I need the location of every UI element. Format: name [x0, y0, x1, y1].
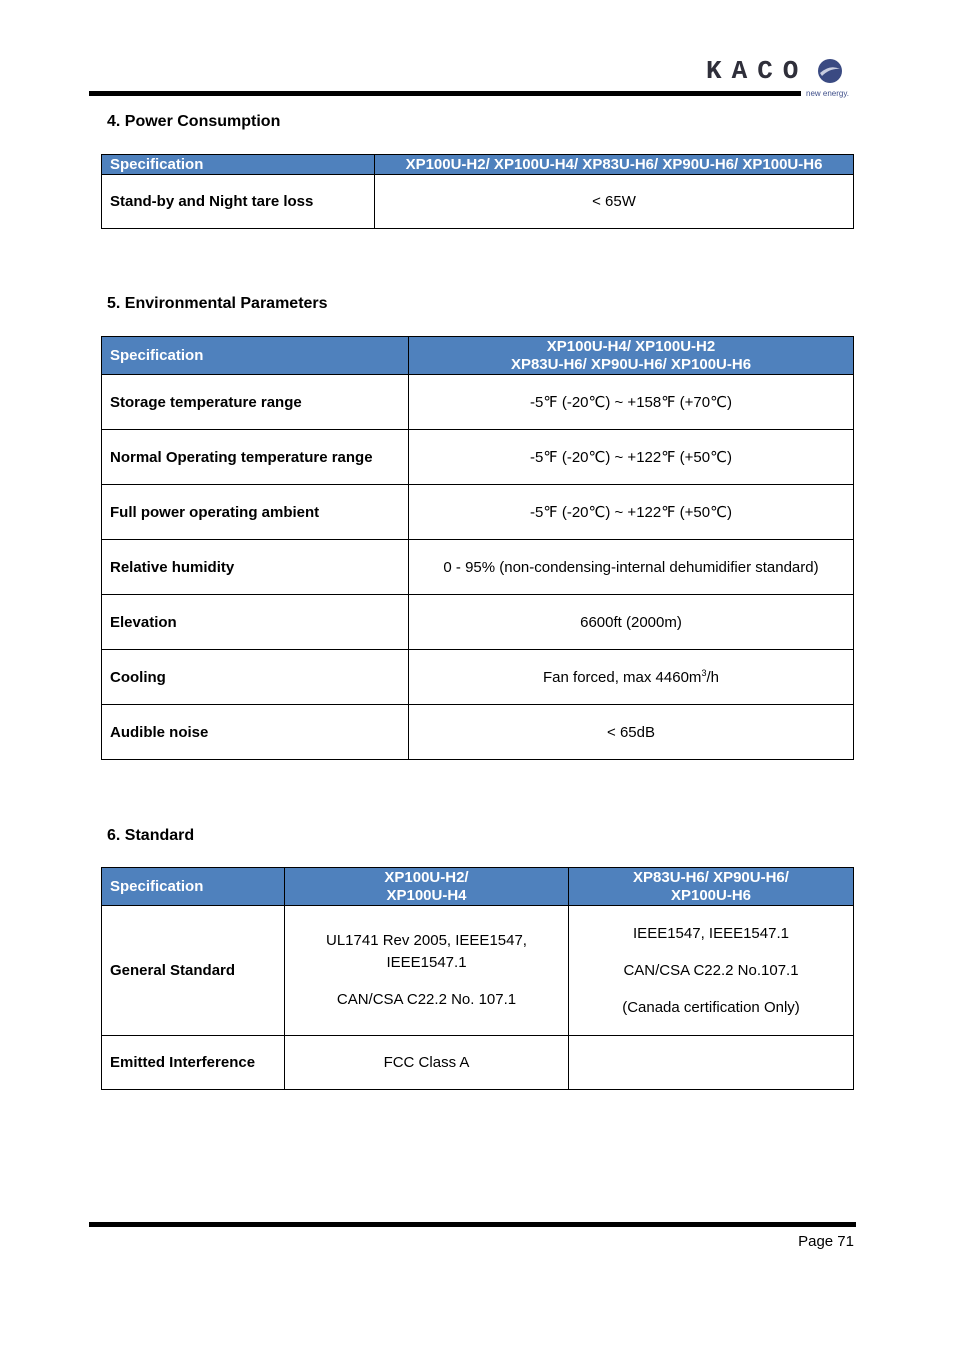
header-cell-models: XP100U-H2/ XP100U-H4/ XP83U-H6/ XP90U-H6/ XP100U-H6 — [375, 155, 854, 175]
table-row — [102, 595, 854, 650]
table-header-row — [102, 868, 854, 906]
section-title-power: 4. Power Consumption — [107, 113, 281, 130]
table-header-row — [102, 155, 854, 175]
logo-wordmark: KACO — [706, 56, 809, 86]
row-label: General Standard — [102, 906, 285, 1036]
standard-table — [101, 867, 854, 1090]
table-row — [102, 540, 854, 595]
general-standard-h2-h4 — [285, 906, 569, 1036]
row-value: -5℉ (-20℃) ~ +122℉ (+50℃) — [409, 430, 854, 485]
table-row — [102, 375, 854, 430]
header-models-line-1: XP100U-H4/ XP100U-H2 — [546, 337, 716, 355]
table-row — [102, 650, 854, 705]
section-title-standard: 6. Standard — [107, 827, 195, 844]
table-header-row — [102, 337, 854, 375]
table-row — [102, 906, 854, 1036]
row-label: Normal Operating temperature range — [102, 430, 409, 485]
row-value: 6600ft (2000m) — [409, 595, 854, 650]
environmental-table — [101, 336, 854, 760]
header-rule — [89, 91, 801, 96]
table-row — [102, 705, 854, 760]
row-label: Cooling — [102, 650, 409, 705]
standard-line: IEEE1547, IEEE1547.1 — [633, 924, 789, 942]
emitted-interference-h2-h4: FCC Class A — [285, 1036, 569, 1090]
header-line-1: XP83U-H6/ XP90U-H6/ — [633, 868, 789, 886]
header-cell-h6 — [569, 868, 854, 906]
table-row — [102, 430, 854, 485]
row-label: Elevation — [102, 595, 409, 650]
row-value: < 65dB — [409, 705, 854, 760]
header-cell-h2-h4 — [285, 868, 569, 906]
header-line-2: XP100U-H4 — [386, 886, 467, 904]
standard-line: CAN/CSA C22.2 No. 107.1 — [336, 991, 517, 1008]
row-value: -5℉ (-20℃) ~ +122℉ (+50℃) — [409, 485, 854, 540]
row-value — [409, 650, 854, 705]
standard-line: IEEE1547.1 — [386, 954, 467, 971]
globe-logo-icon — [817, 58, 843, 84]
row-value: < 65W — [375, 175, 854, 229]
table-row — [102, 1036, 854, 1090]
header-cell-specification: Specification — [102, 155, 375, 175]
row-label: Full power operating ambient — [102, 485, 409, 540]
row-value: -5℉ (-20℃) ~ +158℉ (+70℃) — [409, 375, 854, 430]
standard-line: CAN/CSA C22.2 No.107.1 — [623, 961, 799, 979]
table-row — [102, 175, 854, 229]
standard-line: (Canada certification Only) — [622, 998, 800, 1016]
row-label: Audible noise — [102, 705, 409, 760]
header-cell-specification: Specification — [102, 868, 285, 906]
row-value: 0 - 95% (non-condensing-internal dehumidifier standard) — [409, 540, 854, 595]
logo-tagline: new energy. — [806, 89, 849, 98]
section-title-environmental: 5. Environmental Parameters — [107, 295, 328, 312]
row-label: Emitted Interference — [102, 1036, 285, 1090]
cooling-value-text: Fan forced, max 4460m — [543, 669, 702, 686]
row-label: Storage temperature range — [102, 375, 409, 430]
cooling-value-superscript: 3 — [701, 668, 707, 678]
header-line-1: XP100U-H2/ — [384, 868, 469, 886]
row-label: Stand-by and Night tare loss — [102, 175, 375, 229]
standard-line: UL1741 Rev 2005, IEEE1547, — [326, 932, 527, 949]
general-standard-h6 — [569, 906, 854, 1036]
cooling-value-suffix: /h — [706, 669, 719, 686]
power-consumption-table — [101, 154, 854, 229]
emitted-interference-h6 — [569, 1036, 854, 1090]
page-number: Page 71 — [798, 1233, 854, 1250]
row-label: Relative humidity — [102, 540, 409, 595]
header-line-2: XP100U-H6 — [670, 886, 752, 904]
footer-rule — [89, 1222, 856, 1227]
header-cell-specification: Specification — [102, 337, 409, 375]
header-models-line-2: XP83U-H6/ XP90U-H6/ XP100U-H6 — [510, 355, 752, 373]
table-row — [102, 485, 854, 540]
header-cell-models — [409, 337, 854, 375]
